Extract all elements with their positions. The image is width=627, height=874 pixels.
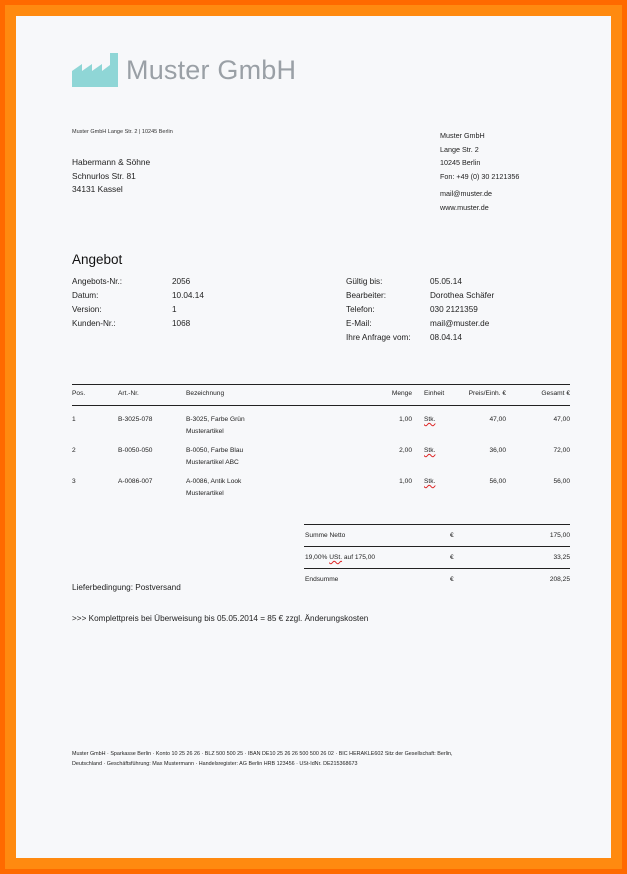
total-currency: € <box>450 576 454 583</box>
document-page <box>16 16 611 858</box>
meta-key: Ihre Anfrage vom: <box>346 333 411 342</box>
cell-menge: 1,00 <box>399 478 412 485</box>
total-currency: € <box>450 532 454 539</box>
company-name: Muster GmbH <box>440 131 485 140</box>
cell-bezeichnung-sub: Musterartikel <box>186 428 224 435</box>
meta-value: 08.04.14 <box>430 333 462 342</box>
meta-key: Angebots-Nr.: <box>72 277 123 286</box>
offer-meta-left <box>72 275 204 331</box>
company-logo <box>72 52 296 88</box>
header-preis: Preis/Einh. € <box>468 390 506 397</box>
header-menge: Menge <box>391 390 412 397</box>
footer-line: Muster GmbH · Sparkasse Berlin · Konto 10 25 26 26 · BLZ 500 500 25 · IBAN DE10 25 26 26 500 500 26 02 · BIC HERAKLE602 Sitz der Gesellschaft: Berlin, <box>72 751 453 757</box>
cell-menge: 1,00 <box>399 416 412 423</box>
logo-wordmark: Muster GmbH <box>126 54 297 85</box>
meta-key: Bearbeiter: <box>346 291 387 300</box>
document-footer <box>72 750 552 769</box>
cell-preis: 56,00 <box>489 478 506 485</box>
offer-meta-right <box>346 275 494 345</box>
meta-key: Telefon: <box>346 305 375 314</box>
cell-einheit: Stk. <box>424 447 436 454</box>
meta-row <box>72 317 204 331</box>
vat-abbrev: USt. <box>329 554 343 561</box>
total-gross-row <box>304 568 570 590</box>
meta-row <box>346 317 494 331</box>
meta-value: Dorothea Schäfer <box>430 291 495 300</box>
company-info <box>440 129 519 215</box>
meta-value: 030 2121359 <box>430 305 478 314</box>
meta-row <box>346 331 494 345</box>
total-label: Endsumme <box>305 576 339 583</box>
cell-gesamt: 47,00 <box>553 416 570 423</box>
total-label: Summe Netto <box>305 532 346 539</box>
table-row <box>72 468 570 499</box>
cell-einheit: Stk. <box>424 478 436 485</box>
table-header <box>72 384 570 406</box>
recipient-address <box>72 156 150 197</box>
header-gesamt: Gesamt € <box>541 390 570 397</box>
header-pos: Pos. <box>72 390 86 397</box>
line-items-table <box>72 384 570 499</box>
total-net-row <box>304 524 570 546</box>
cell-art-nr: A-0086-007 <box>118 478 153 485</box>
cell-einheit: Stk. <box>424 416 436 423</box>
meta-row <box>72 275 204 289</box>
vat-rate: 19,00% <box>305 554 330 561</box>
company-street: Lange Str. 2 <box>440 144 479 154</box>
cell-gesamt: 72,00 <box>553 447 570 454</box>
cell-pos: 2 <box>72 447 76 454</box>
cell-art-nr: B-3025-078 <box>118 416 153 423</box>
vat-base: auf 175,00 <box>342 554 376 561</box>
cell-menge: 2,00 <box>399 447 412 454</box>
meta-row <box>72 289 204 303</box>
meta-value: 10.04.14 <box>172 291 204 300</box>
meta-row <box>346 289 494 303</box>
company-city: 10245 Berlin <box>440 158 481 168</box>
meta-value: 1068 <box>172 319 191 328</box>
meta-key: Version: <box>72 305 102 314</box>
cell-pos: 3 <box>72 478 76 485</box>
total-label <box>305 554 375 561</box>
footer-line: Deutschland · Geschäftsführung: Max Mustermann · Handelsregister: AG Berlin HRB 123456 · USt-IdNr. DE215368673 <box>72 760 358 767</box>
cell-art-nr: B-0050-050 <box>118 447 153 454</box>
meta-row <box>72 303 204 317</box>
meta-key: Kunden-Nr.: <box>72 319 116 328</box>
header-art-nr: Art.-Nr. <box>118 390 139 397</box>
meta-value: mail@muster.de <box>430 319 490 328</box>
payment-note: >>> Komplettpreis bei Überweisung bis 05.05.2014 = 85 € zzgl. Änderungskosten <box>72 614 369 623</box>
cell-preis: 47,00 <box>489 416 506 423</box>
totals-block <box>304 524 570 590</box>
meta-row <box>346 303 494 317</box>
total-value: 33,25 <box>553 554 570 561</box>
factory-icon <box>72 53 118 87</box>
document-title: Angebot <box>72 252 123 267</box>
meta-row <box>346 275 494 289</box>
meta-key: Gültig bis: <box>346 277 383 286</box>
cell-bezeichnung: B-3025, Farbe Grün <box>186 416 245 423</box>
cell-gesamt: 56,00 <box>553 478 570 485</box>
meta-value: 05.05.14 <box>430 277 462 286</box>
recipient-street: Schnurlos Str. 81 <box>72 170 136 181</box>
meta-value: 2056 <box>172 277 191 286</box>
header-einheit: Einheit <box>424 390 445 397</box>
cell-pos: 1 <box>72 416 76 423</box>
table-row <box>72 406 570 437</box>
meta-value: 1 <box>172 305 177 314</box>
recipient-name: Habermann & Söhne <box>72 157 151 167</box>
header-bezeichnung: Bezeichnung <box>186 390 225 397</box>
company-website: www.muster.de <box>440 202 489 212</box>
company-email: mail@muster.de <box>440 189 493 199</box>
meta-key: E-Mail: <box>346 319 372 328</box>
cell-bezeichnung-sub: Musterartikel <box>186 490 224 497</box>
cell-bezeichnung-sub: Musterartikel ABC <box>186 459 239 466</box>
total-value: 175,00 <box>549 532 570 539</box>
table-row <box>72 437 570 468</box>
cell-bezeichnung: A-0086, Antik Look <box>186 478 242 485</box>
delivery-terms: Lieferbedingung: Postversand <box>72 583 181 592</box>
total-value: 208,25 <box>549 576 570 583</box>
sender-line: Muster GmbH Lange Str. 2 | 10245 Berlin <box>72 129 173 135</box>
cell-bezeichnung: B-0050, Farbe Blau <box>186 447 244 454</box>
cell-preis: 36,00 <box>489 447 506 454</box>
total-currency: € <box>450 554 454 561</box>
recipient-city: 34131 Kassel <box>72 184 123 194</box>
total-vat-row <box>304 546 570 568</box>
meta-key: Datum: <box>72 291 99 300</box>
company-phone: Fon: +49 (0) 30 2121356 <box>440 171 520 181</box>
